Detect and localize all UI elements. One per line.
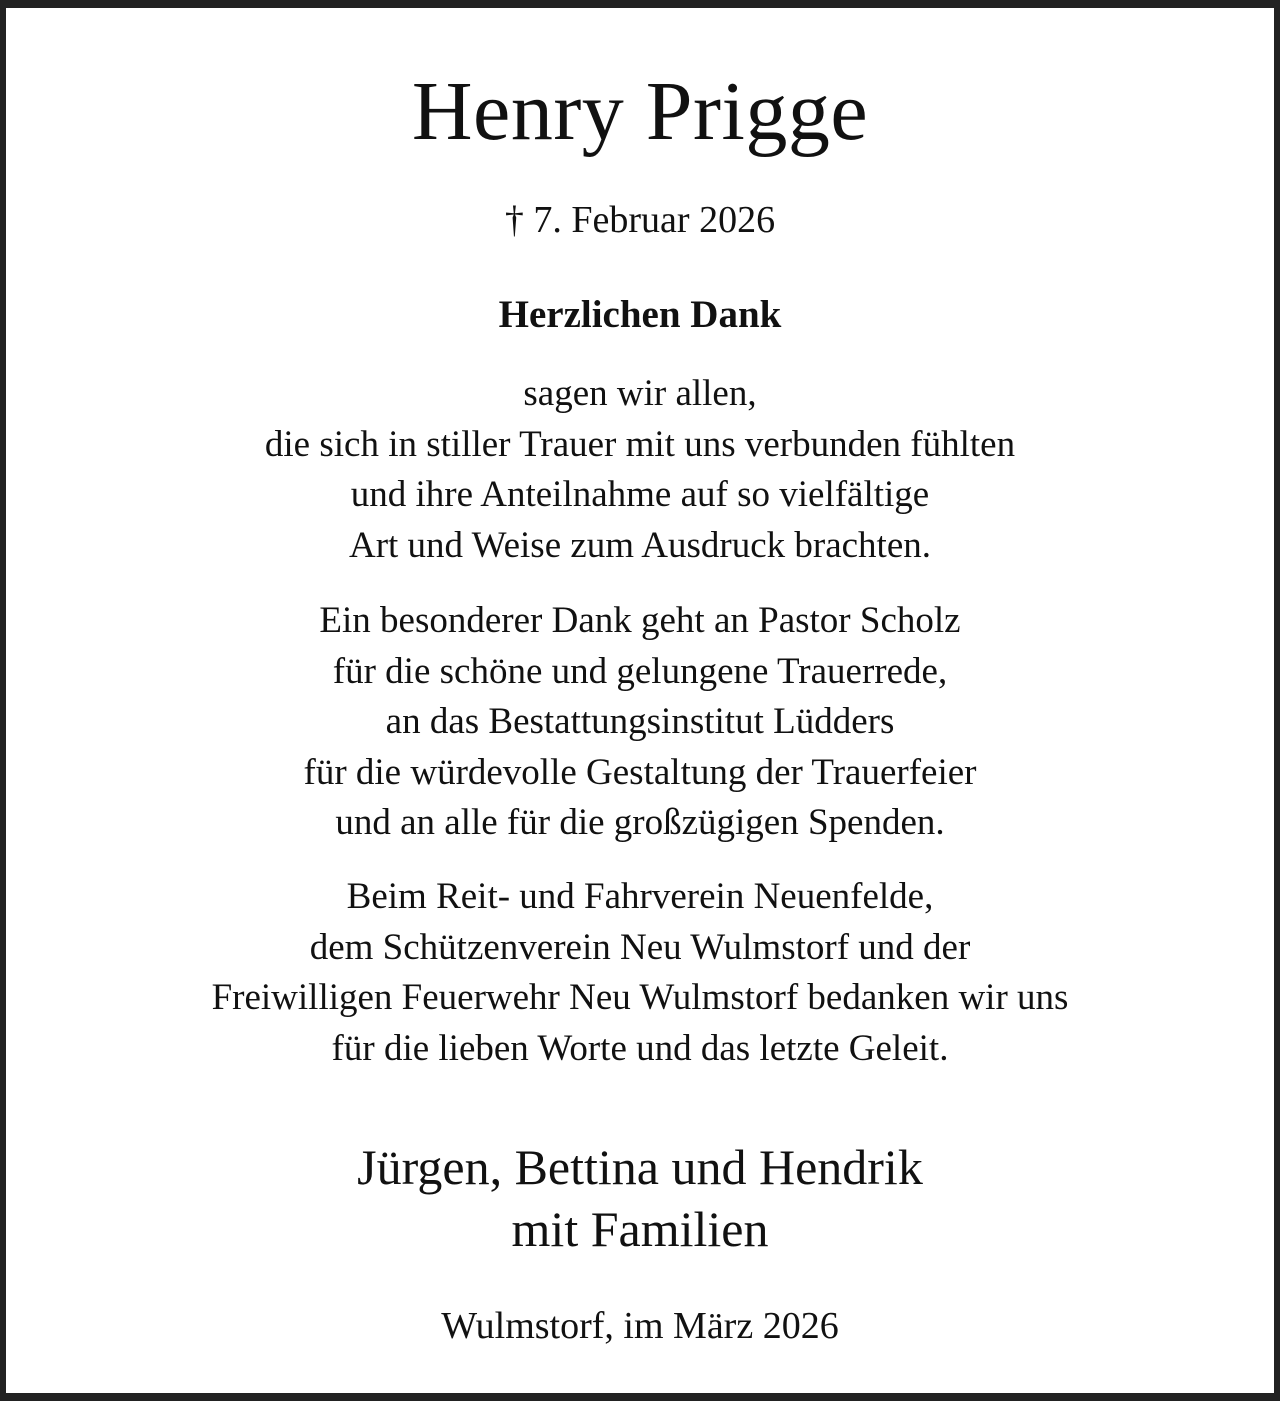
paragraph-line: für die lieben Worte und das letzte Geleit.: [331, 1027, 949, 1069]
paragraph-line: Ein besonderer Dank geht an Pastor Scholz: [319, 600, 961, 641]
paragraph-line: dem Schützenverein Neu Wulmstorf und der: [309, 926, 971, 968]
place-and-date: Wulmstorf, im März 2026: [441, 1305, 839, 1347]
paragraph-line: die sich in stiller Trauer mit uns verbunden fühlten: [264, 423, 1016, 465]
paragraph-line: für die würdevolle Gestaltung der Trauerfeier: [303, 751, 977, 793]
death-date: † 7. Februar 2026: [504, 199, 776, 241]
paragraph-line: für die schöne und gelungene Trauerrede,: [332, 650, 948, 692]
paragraph-line: Freiwilligen Feuerwehr Neu Wulmstorf bedanken wir uns: [211, 977, 1069, 1018]
signature-line: mit Familien: [511, 1201, 769, 1257]
thanks-paragraph-2: [0, 596, 1280, 849]
thanks-paragraph-1: [0, 369, 1280, 571]
thanks-paragraph-3: [0, 872, 1280, 1074]
paragraph-line: an das Bestattungsinstitut Lüdders: [385, 701, 895, 742]
family-signature: [0, 1136, 1280, 1260]
signature-line: Jürgen, Bettina und Hendrik: [357, 1139, 923, 1195]
paragraph-line: und an alle für die großzügigen Spenden.: [335, 802, 945, 843]
paragraph-line: und ihre Anteilnahme auf so vielfältige: [350, 474, 930, 515]
deceased-name: Henry Prigge: [411, 65, 869, 158]
paragraph-line: Art und Weise zum Ausdruck brachten.: [348, 524, 932, 566]
paragraph-line: sagen wir allen,: [523, 373, 757, 414]
thanks-heading: Herzlichen Dank: [498, 293, 782, 336]
paragraph-line: Beim Reit- und Fahrverein Neuenfelde,: [346, 876, 934, 917]
